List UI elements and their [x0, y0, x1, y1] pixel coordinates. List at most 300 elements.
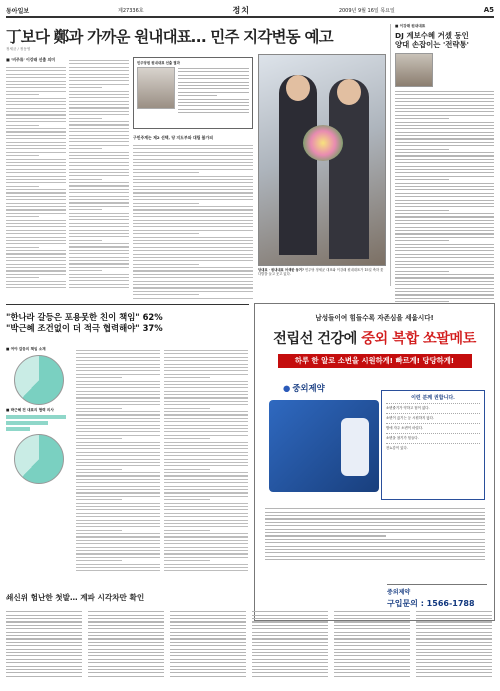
- text-line: [416, 669, 492, 670]
- text-line: [252, 615, 328, 616]
- text-line: [6, 98, 66, 99]
- photo-caption-title: 당대표 · 원내대표 어색한 동거?: [258, 268, 304, 272]
- text-line: [252, 666, 328, 667]
- text-line: [76, 425, 160, 426]
- text-line: [76, 408, 122, 409]
- text-line: [164, 435, 248, 436]
- text-line: [164, 364, 248, 365]
- text-line: [6, 189, 66, 190]
- text-line: [178, 88, 249, 89]
- text-line: [76, 411, 160, 412]
- text-line: [6, 257, 66, 258]
- text-line: [395, 98, 494, 99]
- text-line: [69, 274, 129, 275]
- text-line: [395, 257, 494, 258]
- text-line: [133, 159, 253, 160]
- text-line: [164, 526, 248, 527]
- text-line: [6, 618, 82, 619]
- text-line: [76, 397, 160, 398]
- text-line: [69, 124, 129, 125]
- text-line: [164, 550, 248, 551]
- text-line: [164, 536, 248, 537]
- text-line: [164, 472, 248, 473]
- result-box-text: [178, 68, 249, 113]
- person-head: [286, 75, 310, 101]
- bottom-headline: 쇄신위 험난한 첫발… 계파 시각차만 확인: [6, 593, 145, 602]
- text-line: [164, 516, 248, 517]
- product-package: [269, 400, 379, 492]
- text-line: [133, 264, 199, 265]
- text-line: [252, 625, 328, 626]
- page-number: A5: [483, 6, 494, 14]
- text-line: [6, 81, 66, 82]
- text-line: [76, 553, 160, 554]
- text-line: [76, 387, 160, 388]
- text-line: [178, 71, 249, 72]
- text-line: [69, 94, 129, 95]
- text-line: [76, 472, 160, 473]
- text-line: [395, 101, 494, 102]
- text-line: [164, 414, 248, 415]
- text-line: [76, 516, 160, 517]
- text-line: [6, 70, 66, 71]
- text-line: [133, 226, 253, 227]
- text-line: [6, 111, 66, 112]
- text-line: [76, 475, 160, 476]
- text-line: [395, 166, 494, 167]
- main-headline: 丁보다 鄭과 가까운 원내대표… 민주 지각변동 예고: [6, 28, 333, 46]
- text-line: [69, 260, 129, 261]
- text-line: [164, 360, 248, 361]
- text-line: [6, 638, 82, 639]
- text-line: [76, 438, 122, 439]
- text-line: [88, 638, 164, 639]
- text-line: [88, 618, 164, 619]
- text-line: [164, 564, 248, 565]
- text-line: [416, 632, 492, 633]
- text-line: [164, 553, 248, 554]
- text-line: [76, 536, 160, 537]
- text-line: [69, 189, 129, 190]
- text-line: [395, 284, 494, 285]
- text-line: [76, 431, 160, 432]
- text-line: [265, 529, 485, 530]
- text-line: [88, 625, 164, 626]
- text-line: [395, 135, 494, 136]
- text-line: [170, 611, 246, 612]
- text-line: [69, 202, 129, 203]
- ad-list-item: 소변을 참기가 힘들다.: [386, 433, 480, 443]
- text-line: [6, 635, 82, 636]
- text-line: [69, 97, 129, 98]
- text-line: [170, 638, 246, 639]
- text-line: [69, 192, 129, 193]
- text-line: [133, 179, 253, 180]
- text-line: [6, 659, 82, 660]
- text-line: [416, 676, 492, 677]
- text-line: [170, 649, 246, 650]
- ad-list-heading: 이런 분께 권합니다.: [411, 395, 455, 401]
- text-line: [416, 642, 492, 643]
- text-line: [334, 649, 410, 650]
- text-line: [395, 291, 494, 292]
- text-line: [88, 642, 164, 643]
- text-line: [178, 85, 249, 86]
- text-line: [252, 659, 328, 660]
- text-line: [170, 652, 246, 653]
- text-line: [395, 200, 494, 201]
- text-line: [88, 655, 164, 656]
- text-line: [69, 121, 129, 122]
- text-line: [6, 182, 66, 183]
- text-line: [6, 186, 39, 187]
- text-line: [395, 294, 494, 295]
- text-line: [69, 185, 129, 186]
- text-line: [69, 209, 102, 210]
- article-column-3: [133, 134, 253, 302]
- text-line: [164, 482, 248, 483]
- text-line: [252, 635, 328, 636]
- text-line: [265, 556, 485, 557]
- text-line: [416, 655, 492, 656]
- text-line: [88, 666, 164, 667]
- text-line: [178, 99, 249, 100]
- text-line: [164, 448, 248, 449]
- text-line: [88, 652, 164, 653]
- text-line: [265, 522, 485, 523]
- text-line: [6, 240, 66, 241]
- article-column-2: [69, 56, 129, 302]
- text-line: [164, 411, 248, 412]
- text-line: [76, 496, 160, 497]
- text-line: [88, 628, 164, 629]
- article-text: [76, 350, 160, 571]
- text-line: [265, 535, 386, 536]
- text-line: [76, 418, 160, 419]
- ad-list-item: 소변줄기가 약하고 힘이 없다.: [386, 403, 480, 413]
- text-line: [334, 645, 410, 646]
- text-line: [395, 227, 494, 228]
- text-line: [164, 421, 248, 422]
- bottom-column: [334, 609, 410, 679]
- text-line: [178, 105, 249, 106]
- text-line: [133, 162, 253, 163]
- text-line: [69, 87, 102, 88]
- text-line: [133, 257, 253, 258]
- text-line: [133, 277, 253, 278]
- text-line: [164, 560, 210, 561]
- masthead-brand: 동아일보: [6, 7, 30, 15]
- text-line: [395, 189, 494, 190]
- text-line: [133, 176, 253, 177]
- text-line: [6, 642, 82, 643]
- text-line: [164, 384, 248, 385]
- text-line: [6, 615, 82, 616]
- text-line: [69, 70, 129, 71]
- text-line: [69, 74, 129, 75]
- text-line: [170, 635, 246, 636]
- text-line: [6, 250, 66, 251]
- text-line: [395, 132, 494, 133]
- text-line: [133, 284, 253, 285]
- text-line: [69, 118, 102, 119]
- text-line: [6, 284, 66, 285]
- text-line: [6, 94, 39, 95]
- text-line: [164, 401, 248, 402]
- text-line: [395, 179, 449, 180]
- text-line: [6, 192, 66, 193]
- text-line: [88, 676, 164, 677]
- text-line: [76, 550, 160, 551]
- text-line: [164, 465, 248, 466]
- text-line: [133, 250, 253, 251]
- text-line: [395, 281, 494, 282]
- text-line: [164, 499, 210, 500]
- text-line: [133, 220, 253, 221]
- text-line: [76, 414, 160, 415]
- text-line: [6, 179, 66, 180]
- text-line: [6, 260, 66, 261]
- text-line: [69, 148, 102, 149]
- text-line: [416, 649, 492, 650]
- article-text: [133, 145, 253, 299]
- text-line: [6, 237, 66, 238]
- text-line: [133, 298, 253, 299]
- text-line: [170, 625, 246, 626]
- text-line: [133, 274, 253, 275]
- ad-banner: 하루 한 알로 소변을 시원하게! 빠르게! 당당하게!: [278, 354, 472, 368]
- text-line: [164, 530, 210, 531]
- text-line: [334, 611, 410, 612]
- text-line: [252, 672, 328, 673]
- text-line: [6, 621, 82, 622]
- pharma-advertisement: [254, 303, 495, 621]
- text-line: [416, 618, 492, 619]
- text-line: [164, 520, 248, 521]
- text-line: [76, 547, 160, 548]
- text-line: [69, 263, 129, 264]
- ad-list-item: 잔뇨감이 있다.: [386, 443, 480, 453]
- text-line: [6, 226, 66, 227]
- text-line: [76, 353, 160, 354]
- column-subhead: ■ '비주류' 이강래 선출 의미: [6, 57, 56, 62]
- text-line: [6, 162, 66, 163]
- text-line: [334, 638, 410, 639]
- text-line: [395, 111, 494, 112]
- text-line: [6, 209, 66, 210]
- text-line: [6, 87, 66, 88]
- text-line: [76, 401, 160, 402]
- text-line: [164, 381, 248, 382]
- text-line: [252, 618, 328, 619]
- text-line: [395, 122, 494, 123]
- text-line: [69, 179, 102, 180]
- bottom-columns: [6, 609, 496, 679]
- text-line: [6, 230, 66, 231]
- text-line: [76, 570, 160, 571]
- text-line: [76, 370, 160, 371]
- text-line: [6, 206, 66, 207]
- text-line: [334, 669, 410, 670]
- text-line: [88, 615, 164, 616]
- text-line: [133, 199, 253, 200]
- text-line: [6, 131, 66, 132]
- text-line: [6, 148, 66, 149]
- text-line: [164, 475, 248, 476]
- text-line: [416, 666, 492, 667]
- text-line: [164, 570, 248, 571]
- text-line: [164, 452, 248, 453]
- text-line: [265, 549, 485, 550]
- text-line: [265, 546, 485, 547]
- text-line: [69, 141, 129, 142]
- text-line: [6, 666, 82, 667]
- sidebar-title-line: 양대 손잡이는 '전략통': [395, 40, 469, 49]
- text-line: [170, 669, 246, 670]
- text-line: [133, 209, 253, 210]
- text-line: [6, 625, 82, 626]
- text-line: [164, 391, 248, 392]
- text-line: [164, 387, 248, 388]
- text-line: [164, 469, 210, 470]
- text-line: [133, 186, 253, 187]
- text-line: [334, 659, 410, 660]
- text-line: [69, 135, 129, 136]
- ad-logo: ● 중외제약: [283, 382, 325, 394]
- text-line: [76, 442, 160, 443]
- result-box: [133, 57, 253, 129]
- text-line: [133, 196, 253, 197]
- survey-graphics: [6, 345, 72, 585]
- text-line: [416, 659, 492, 660]
- text-line: [6, 669, 82, 670]
- text-line: [6, 196, 66, 197]
- text-line: [164, 557, 248, 558]
- text-line: [69, 257, 129, 258]
- text-line: [265, 512, 485, 513]
- text-line: [395, 94, 494, 95]
- text-line: [6, 645, 82, 646]
- text-line: [252, 669, 328, 670]
- text-line: [252, 649, 328, 650]
- text-line: [6, 84, 66, 85]
- text-line: [395, 233, 494, 234]
- text-line: [133, 230, 253, 231]
- text-line: [6, 632, 82, 633]
- text-line: [6, 199, 66, 200]
- text-line: [76, 513, 160, 514]
- text-line: [6, 169, 66, 170]
- text-line: [6, 67, 66, 68]
- ad-kicker: 남성들이여 힘들수록 자존심을 세웁시다!: [315, 314, 434, 322]
- text-line: [133, 206, 253, 207]
- text-line: [69, 230, 129, 231]
- text-line: [76, 489, 160, 490]
- text-line: [76, 523, 160, 524]
- text-line: [76, 360, 160, 361]
- bottom-column: [252, 609, 328, 679]
- text-line: [6, 121, 66, 122]
- text-line: [416, 615, 492, 616]
- text-line: [69, 280, 129, 281]
- text-line: [395, 125, 494, 126]
- text-line: [265, 539, 485, 540]
- text-line: [6, 213, 66, 214]
- text-line: [334, 676, 410, 677]
- text-line: [6, 104, 66, 105]
- text-line: [395, 162, 494, 163]
- bottom-column: [88, 609, 164, 679]
- text-line: [69, 138, 129, 139]
- text-line: [76, 377, 122, 378]
- text-line: [265, 542, 485, 543]
- text-line: [395, 142, 494, 143]
- text-line: [69, 243, 129, 244]
- text-line: [395, 240, 449, 241]
- text-line: [395, 277, 494, 278]
- text-line: [76, 503, 160, 504]
- text-line: [76, 364, 160, 365]
- text-line: [164, 503, 248, 504]
- text-line: [69, 91, 129, 92]
- text-line: [6, 233, 66, 234]
- text-line: [164, 523, 248, 524]
- column-subhead: 구민주계는 제2 선택, 당 지도부와 대립 불가피: [133, 135, 213, 140]
- text-line: [76, 506, 160, 507]
- page-header: [6, 4, 494, 18]
- text-line: [6, 155, 39, 156]
- text-line: [395, 244, 494, 245]
- text-line: [76, 482, 160, 483]
- text-line: [6, 649, 82, 650]
- text-line: [265, 508, 485, 509]
- text-line: [6, 91, 66, 92]
- text-line: [6, 662, 82, 663]
- text-line: [6, 128, 66, 129]
- ad-list-item: 밤에 자주 소변이 마렵다.: [386, 423, 480, 433]
- text-line: [6, 77, 66, 78]
- text-line: [76, 435, 160, 436]
- text-line: [69, 223, 129, 224]
- text-line: [395, 145, 494, 146]
- text-line: [395, 193, 494, 194]
- text-line: [69, 114, 129, 115]
- text-line: [69, 104, 129, 105]
- text-line: [334, 642, 410, 643]
- text-line: [395, 118, 449, 119]
- text-line: [164, 357, 248, 358]
- bottom-column: [416, 609, 492, 679]
- text-line: [164, 509, 248, 510]
- text-line: [69, 277, 129, 278]
- text-line: [252, 645, 328, 646]
- text-line: [69, 101, 129, 102]
- text-line: [69, 284, 129, 285]
- ad-list-item: 소변이 끊기는 등 시원하지 않다.: [386, 413, 480, 423]
- text-line: [6, 628, 82, 629]
- text-line: [395, 271, 449, 272]
- person-head: [337, 79, 361, 105]
- text-line: [252, 655, 328, 656]
- text-line: [252, 628, 328, 629]
- graphic-title: ■ 여야 갈등의 책임 소재: [6, 347, 46, 351]
- text-line: [69, 165, 129, 166]
- text-line: [334, 628, 410, 629]
- text-line: [170, 632, 246, 633]
- ad-fine-print: [265, 506, 485, 563]
- text-line: [395, 203, 494, 204]
- text-line: [69, 250, 129, 251]
